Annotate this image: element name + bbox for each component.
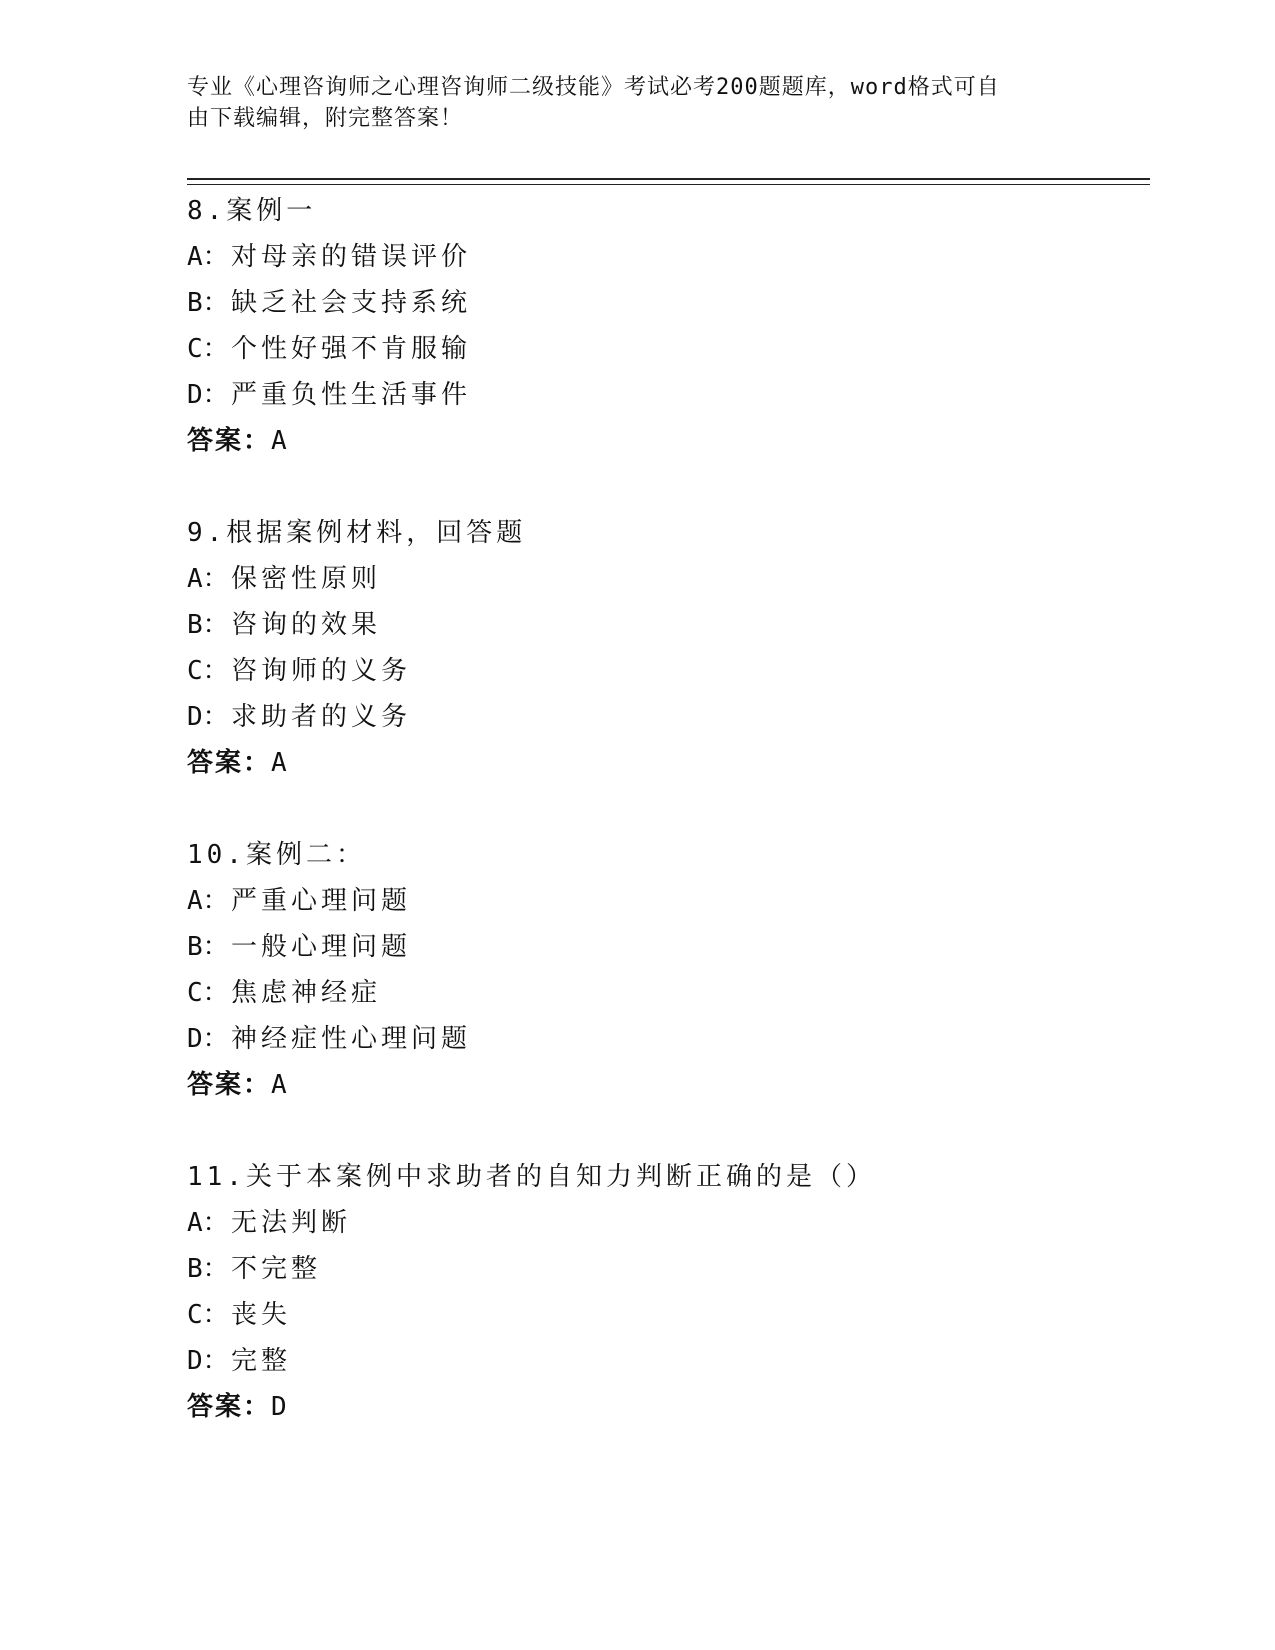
- option-a: [187, 878, 1147, 924]
- answer: [187, 418, 1147, 464]
- option-a: [187, 234, 1147, 280]
- option-key: A：: [187, 242, 229, 272]
- question-list: [187, 188, 1147, 1476]
- option-d: [187, 694, 1147, 740]
- header-divider-thick: [187, 178, 1150, 180]
- answer-label: 答案：: [187, 426, 272, 456]
- option-key: D：: [187, 1024, 229, 1054]
- option-key: B：: [187, 288, 229, 318]
- answer-value: A: [271, 1070, 287, 1100]
- option-text: 严重心理问题: [231, 886, 412, 916]
- option-text: 完整: [231, 1346, 292, 1376]
- option-key: C：: [187, 656, 229, 686]
- question-title: 11.关于本案例中求助者的自知力判断正确的是（）: [187, 1162, 876, 1192]
- answer-label: 答案：: [187, 1392, 272, 1422]
- option-b: [187, 602, 1147, 648]
- option-d: [187, 1338, 1147, 1384]
- option-text: 缺乏社会支持系统: [231, 288, 472, 318]
- answer: [187, 1062, 1147, 1108]
- option-c: [187, 970, 1147, 1016]
- question-title: 9.根据案例材料，回答题: [187, 518, 527, 548]
- answer-value: A: [271, 748, 287, 778]
- header-line-2: 由下载编辑，附完整答案！: [187, 106, 464, 131]
- option-text: 焦虑神经症: [231, 978, 382, 1008]
- option-text: 求助者的义务: [231, 702, 412, 732]
- option-text: 神经症性心理问题: [231, 1024, 472, 1054]
- option-key: A：: [187, 886, 229, 916]
- option-c: [187, 1292, 1147, 1338]
- option-b: [187, 1246, 1147, 1292]
- option-key: D：: [187, 380, 229, 410]
- option-text: 咨询师的义务: [231, 656, 412, 686]
- option-b: [187, 924, 1147, 970]
- option-text: 不完整: [231, 1254, 322, 1284]
- option-key: C：: [187, 978, 229, 1008]
- option-key: B：: [187, 1254, 229, 1284]
- option-key: A：: [187, 564, 229, 594]
- answer: [187, 740, 1147, 786]
- option-text: 丧失: [231, 1300, 292, 1330]
- header-divider-thin: [187, 184, 1150, 185]
- option-key: D：: [187, 702, 229, 732]
- question-title: 10.案例二：: [187, 840, 366, 870]
- option-key: C：: [187, 1300, 229, 1330]
- option-a: [187, 556, 1147, 602]
- option-key: C：: [187, 334, 229, 364]
- option-a: [187, 1200, 1147, 1246]
- question-8: [187, 188, 1147, 464]
- option-c: [187, 648, 1147, 694]
- option-text: 咨询的效果: [231, 610, 382, 640]
- option-text: 严重负性生活事件: [231, 380, 472, 410]
- question-9: [187, 510, 1147, 786]
- answer-value: A: [271, 426, 287, 456]
- answer-label: 答案：: [187, 748, 272, 778]
- option-text: 个性好强不肯服输: [231, 334, 472, 364]
- answer-value: D: [271, 1392, 287, 1422]
- header-line-1: 专业《心理咨询师之心理咨询师二级技能》考试必考200题题库，word格式可自: [187, 75, 1000, 100]
- document-header: [187, 72, 1067, 134]
- option-text: 对母亲的错误评价: [231, 242, 472, 272]
- question-10: [187, 832, 1147, 1108]
- answer-label: 答案：: [187, 1070, 272, 1100]
- answer: [187, 1384, 1147, 1430]
- question-11: [187, 1154, 1147, 1430]
- option-d: [187, 372, 1147, 418]
- option-key: B：: [187, 932, 229, 962]
- option-d: [187, 1016, 1147, 1062]
- option-text: 无法判断: [231, 1208, 352, 1238]
- question-title: 8.案例一: [187, 196, 317, 226]
- option-key: B：: [187, 610, 229, 640]
- option-b: [187, 280, 1147, 326]
- option-text: 保密性原则: [231, 564, 382, 594]
- option-key: D：: [187, 1346, 229, 1376]
- option-text: 一般心理问题: [231, 932, 412, 962]
- option-key: A：: [187, 1208, 229, 1238]
- option-c: [187, 326, 1147, 372]
